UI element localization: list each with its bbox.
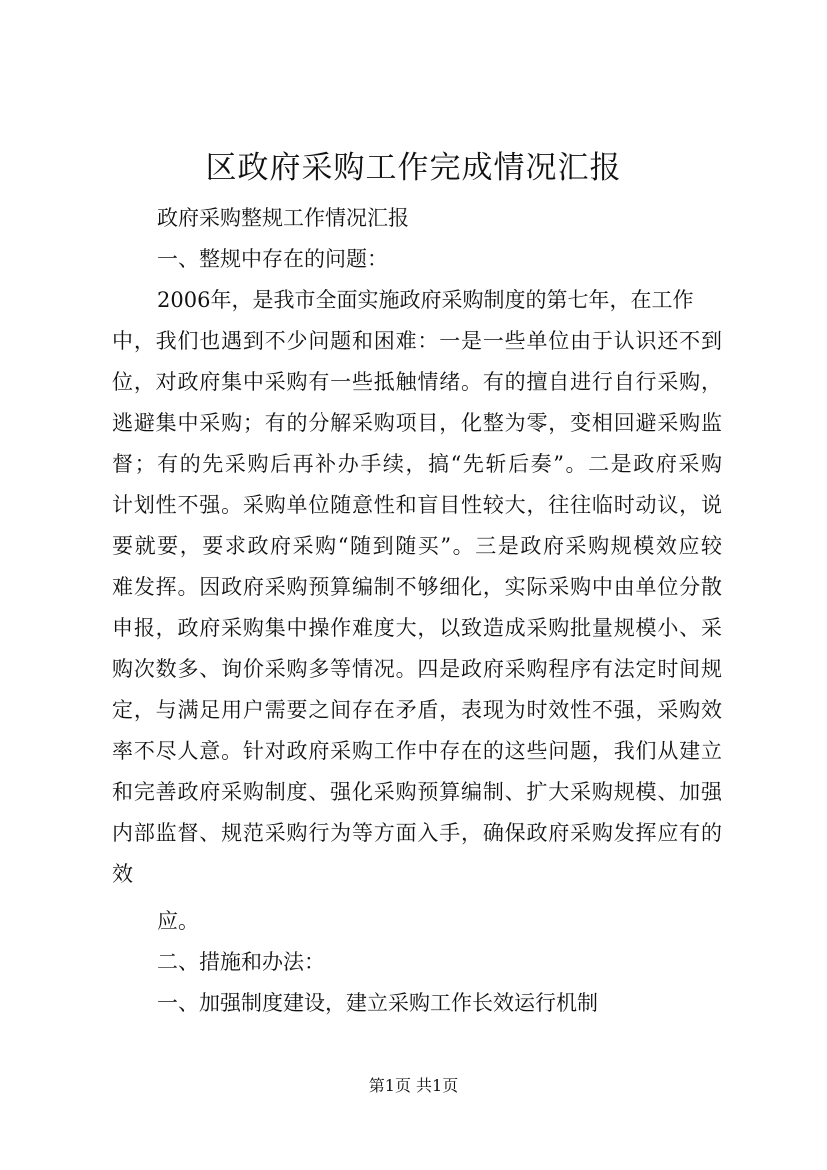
paragraph-line-3: 位，对政府集中采购有一些抵触情绪。有的擅自进行自行采购，	[112, 370, 722, 394]
paragraph-continuation: 应。	[157, 909, 199, 933]
paragraph-line-11: 定，与满足用户需要之间存在矛盾，表现为时效性不强，采购效	[112, 698, 722, 722]
paragraph-line-2: 中，我们也遇到不少问题和困难：一是一些单位由于认识还不到	[112, 329, 722, 353]
paragraph-line-8: 难发挥。因政府采购预算编制不够细化，实际采购中由单位分散	[112, 575, 722, 599]
paragraph-line-13: 和完善政府采购制度、强化采购预算编制、扩大采购规模、加强	[112, 780, 722, 804]
paragraph-line-1: 2006年，是我市全面实施政府采购制度的第七年，在工作	[157, 288, 694, 312]
page-footer: 第1页 共1页	[368, 1076, 459, 1095]
paragraph-line-10: 购次数多、询价采购多等情况。四是政府采购程序有法定时间规	[112, 657, 722, 681]
paragraph-line-9: 申报，政府采购集中操作难度大，以致造成采购批量规模小、采	[112, 616, 722, 640]
paragraph-line-12: 率不尽人意。针对政府采购工作中存在的这些问题，我们从建立	[112, 739, 722, 763]
paragraph-line-6: 计划性不强。采购单位随意性和盲目性较大，往往临时动议，说	[112, 493, 722, 517]
section-1-heading: 一、整规中存在的问题：	[157, 247, 388, 271]
paragraph-line-5: 督；有的先采购后再补办手续，搞“先斩后奏”。二是政府采购	[112, 452, 722, 476]
paragraph-line-7: 要就要，要求政府采购“随到随买”。三是政府采购规模效应较	[112, 534, 722, 558]
document-title: 区政府采购工作完成情况汇报	[205, 150, 622, 186]
paragraph-line-15: 效	[112, 862, 133, 886]
subtitle: 政府采购整规工作情况汇报	[157, 206, 409, 230]
paragraph-line-14: 内部监督、规范采购行为等方面入手，确保政府采购发挥应有的	[112, 821, 722, 845]
section-2-item-1: 一、加强制度建设，建立采购工作长效运行机制	[157, 991, 598, 1015]
section-2-heading: 二、措施和办法：	[157, 950, 325, 974]
paragraph-line-4: 逃避集中采购；有的分解采购项目，化整为零，变相回避采购监	[112, 411, 722, 435]
